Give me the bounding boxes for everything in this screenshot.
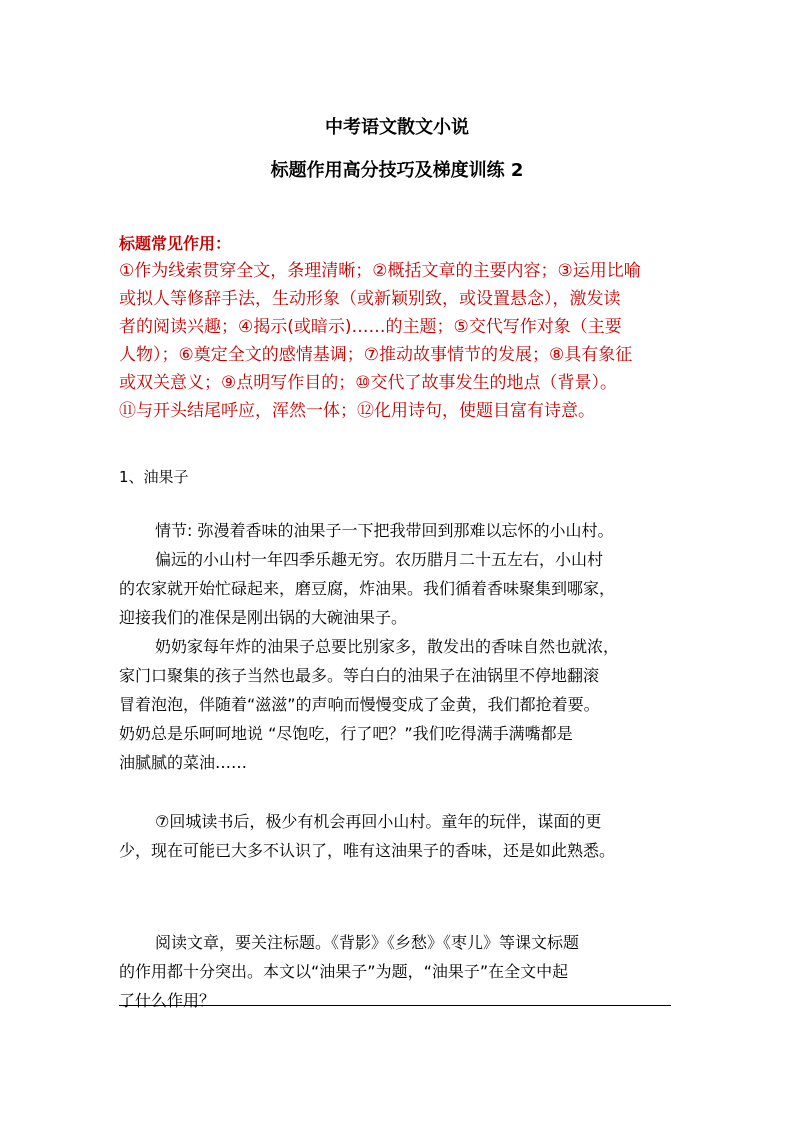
question-line: 了什么作用？ [119, 991, 216, 1010]
tips-line: 人物）；⑥奠定全文的感情基调；⑦推动故事情节的发展；⑧具有象征 [119, 345, 633, 365]
section-heading: 1、油果子 [119, 468, 189, 486]
passage-block-2 [119, 807, 679, 865]
passage-line: 油腻腻的菜油…… [119, 753, 248, 772]
tips-line: 或双关意义；⑨点明写作目的；⑩交代了故事发生的地点（背景）。 [119, 373, 617, 393]
passage-line: 的农家就开始忙碌起来，磨豆腐，炸油果。我们循着香味聚集到哪家， [119, 579, 616, 598]
answer-line [119, 1005, 671, 1006]
passage-line: ⑦回城读书后，极少有机会再回小山村。童年的玩伴，谋面的更 [155, 812, 602, 831]
passage-line: 迎接我们的准保是刚出锅的大碗油果子。 [119, 608, 408, 627]
document-title: 中考语文散文小说 [325, 117, 469, 138]
passage-line: 冒着泡泡，伴随着“滋滋”的声响而慢慢变成了金黄，我们都抢着要。 [119, 695, 600, 714]
passage-line: 情节: 弥漫着香味的油果子一下把我带回到那难以忘怀的小山村。 [155, 521, 614, 540]
document-subtitle: 标题作用高分技巧及梯度训练 2 [270, 160, 524, 181]
tips-section [119, 233, 679, 425]
passage-line: 少，现在可能已大多不认识了，唯有这油果子的香味，还是如此熟悉。 [119, 841, 616, 860]
tips-line: 者的阅读兴趣；④揭示(或暗示)……的主题；⑤交代写作对象（主要 [119, 317, 622, 337]
tips-line: 或拟人等修辞手法，生动形象（或新颖别致，或设置悬念），激发读 [119, 289, 621, 309]
question-block [119, 928, 679, 1015]
tips-line: ⑪与开头结尾呼应，浑然一体；⑫化用诗句，使题目富有诗意。 [119, 401, 595, 421]
tips-heading: 标题常见作用： [119, 234, 232, 253]
passage-line: 家门口聚集的孩子当然也最多。等白白的油果子在油锅里不停地翻滚 [119, 666, 600, 685]
passage-line: 奶奶家每年炸的油果子总要比别家多，散发出的香味自然也就浓， [155, 637, 620, 656]
tips-line: ①作为线索贯穿全文，条理清晰；②概括文章的主要内容；③运用比喻 [119, 261, 641, 281]
passage-block-1 [119, 516, 679, 777]
passage-line: 偏远的小山村一年四季乐趣无穷。农历腊月二十五左右，小山村 [155, 550, 604, 569]
question-line: 阅读文章，要关注标题。《背影》《乡愁》《枣儿》等课文标题 [155, 933, 580, 952]
question-line: 的作用都十分突出。本文以“油果子”为题，“油果子”在全文中起 [119, 962, 569, 981]
passage-line: 奶奶总是乐呵呵地说 “尽饱吃，行了吧？”我们吃得满手满嘴都是 [119, 724, 573, 743]
